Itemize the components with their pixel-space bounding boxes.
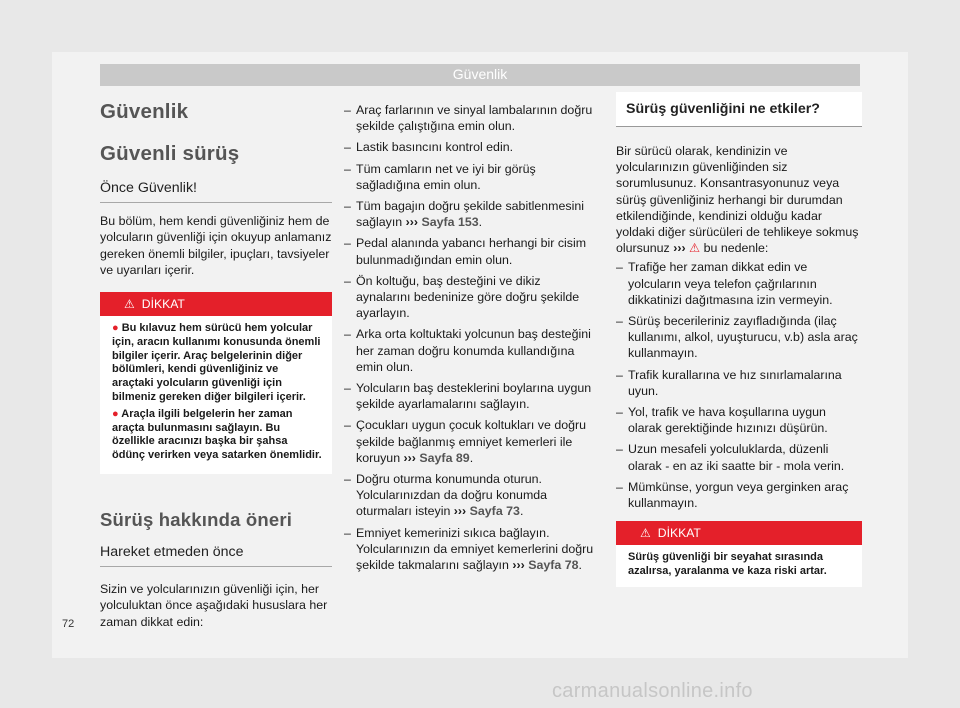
list-item: – Ön koltuğu, baş desteğini ve dikiz aynalarını bedeninize göre doğru şekilde ayarlayın. — [344, 273, 596, 322]
arrow-icon: ››› — [405, 215, 418, 230]
page-reference-link[interactable]: Sayfa 89 — [419, 450, 470, 465]
chapter-title: Güvenli sürüş — [100, 142, 240, 165]
page-reference-link[interactable]: Sayfa 78 — [528, 558, 579, 573]
warning-triangle-icon[interactable]: ⚠ — [689, 241, 701, 256]
warning-header — [100, 292, 332, 316]
list-item: – Çocukları uygun çocuk koltukları ve doğru şekilde bağlanmış emniyet kemerleri ile koruyun ››› Sayfa 89. — [344, 417, 596, 466]
list-item: – Yolcuların baş desteklerini boylarına uygun şekilde ayarlamalarını sağlayın. — [344, 380, 596, 412]
list-item: – Trafik kurallarına ve hız sınırlamalarına uyun. — [616, 367, 862, 399]
bullet-icon: ● — [112, 407, 122, 420]
warning-triangle-icon: ⚠ — [124, 297, 135, 312]
list-item: – Uzun mesafeli yolculuklarda, düzenli olarak - en az iki saatte bir - mola verin. — [616, 441, 862, 473]
list-item: – Arka orta koltuktaki yolcunun baş desteğini her zaman doğru konumda kullandığına emin olun. — [344, 326, 596, 375]
warning-item: ● Bu kılavuz hem sürücü hem yolcular için, aracın kullanımı konusunda önemli bilgiler içerir. Araç belgelerinin diğer bölümleri, kendi güvenliğiniz ve araçtaki yolcuların güvenliği için bilmeniz gereken diğer bilgileri içerir. — [112, 322, 321, 403]
page-header: Güvenlik — [100, 64, 860, 86]
warning-body: Sürüş güvenliği bir seyahat sırasında azalırsa, yaralanma ve kaza riski artar. — [628, 551, 827, 578]
section-title: Sürüş güvenliğini ne etkiler? — [616, 92, 862, 127]
warning-label: DİKKAT — [141, 297, 185, 312]
list-item: – Tüm camların net ve iyi bir görüş sağladığına emin olun. — [344, 161, 596, 193]
watermark: carmanualsonline.info — [552, 680, 753, 702]
arrow-icon: ››› — [673, 241, 686, 256]
list-item: – Doğru oturma konumunda oturun. Yolcularınızdan da doğru konumda oturmaları isteyin ››› Sayfa 73. — [344, 471, 596, 520]
column-left — [100, 100, 332, 630]
list-item: – Araç farlarının ve sinyal lambalarının doğru şekilde çalıştığına emin olun. — [344, 102, 596, 134]
arrow-icon: ››› — [453, 504, 467, 519]
warning-box — [100, 292, 332, 474]
warning-item: ● Araçla ilgili belgelerin her zaman araçta bulunmasını sağlayın. Bu özellikle aracınızı başka bir şahsa ödünç verirken veya satarken önemlidir. — [112, 407, 322, 462]
page-title: Güvenlik — [100, 100, 189, 123]
list-item: – Yol, trafik ve hava koşullarına uygun olarak gerektiğinde hızınızı düşürün. — [616, 404, 862, 436]
checklist — [344, 102, 596, 573]
list-item: – Pedal alanında yabancı herhangi bir cisim bulunmadığından emin olun. — [344, 235, 596, 267]
section2-paragraph: Sizin ve yolcularınızın güvenliği için, her yolculuktan önce aşağıdaki hususlara her zaman dikkat edin: — [100, 582, 328, 629]
list-item: – Lastik basıncını kontrol edin. — [344, 139, 596, 155]
section2-subheading: Hareket etmeden önce — [100, 544, 332, 567]
bullet-icon: ● — [112, 322, 122, 335]
warning-label: DİKKAT — [657, 526, 701, 541]
section-heading: Önce Güvenlik! — [100, 180, 332, 203]
page-reference-link[interactable]: Sayfa 73 — [469, 504, 520, 519]
list-item: – Tüm bagajın doğru şekilde sabitlenmesini sağlayın ››› Sayfa 153. — [344, 198, 596, 230]
page-reference-link[interactable]: Sayfa 153 — [421, 215, 479, 230]
warning-header — [616, 521, 862, 545]
column-right — [616, 92, 862, 587]
list-item: – Emniyet kemerinizi sıkıca bağlayın. Yolcularınızın da emniyet kemerlerini doğru şekilde takmalarını sağlayın ››› Sayfa 78. — [344, 525, 596, 574]
manual-page — [52, 52, 908, 658]
list-item: – Sürüş becerileriniz zayıfladığında (ilaç kullanımı, alkol, uyuşturucu, v.b) asla araç kullanmayın. — [616, 313, 862, 362]
list-item: – Trafiğe her zaman dikkat edin ve yolcuların veya telefon çağrılarının dikkatinizi dağıtmasına izin vermeyin. — [616, 259, 862, 308]
intro-paragraph: Bu bölüm, hem kendi güvenliğiniz hem de yolcuların güvenliği için okuyup anlamanız gereken önemli bilgiler, ipuçları, tavsiyeler ve uyarıları içerir. — [100, 214, 332, 277]
warning-body — [100, 316, 332, 474]
column-middle — [344, 102, 596, 578]
factor-list — [616, 259, 862, 511]
arrow-icon: ››› — [512, 558, 525, 573]
intro-paragraph: Bir sürücü olarak, kendinizin ve yolcularınızın güvenliğinden siz sorumlusunuz. Konsantrasyonunuz veya sürüş güvenliğiniz herhangi bir durumdan etkilendiğinde, kendinizi olduğu kadar yoldaki diğer sürücüleri de tehlikeye sokmuş olursunuz ››› ⚠ bu nedenle: — [616, 144, 859, 256]
arrow-icon: ››› — [403, 450, 416, 465]
warning-box — [616, 521, 862, 587]
warning-triangle-icon: ⚠ — [640, 526, 651, 541]
section2-title: Sürüş hakkında öneri — [100, 508, 293, 530]
page-number: 72 — [62, 618, 75, 630]
list-item: – Mümkünse, yorgun veya gerginken araç kullanmayın. — [616, 479, 862, 511]
